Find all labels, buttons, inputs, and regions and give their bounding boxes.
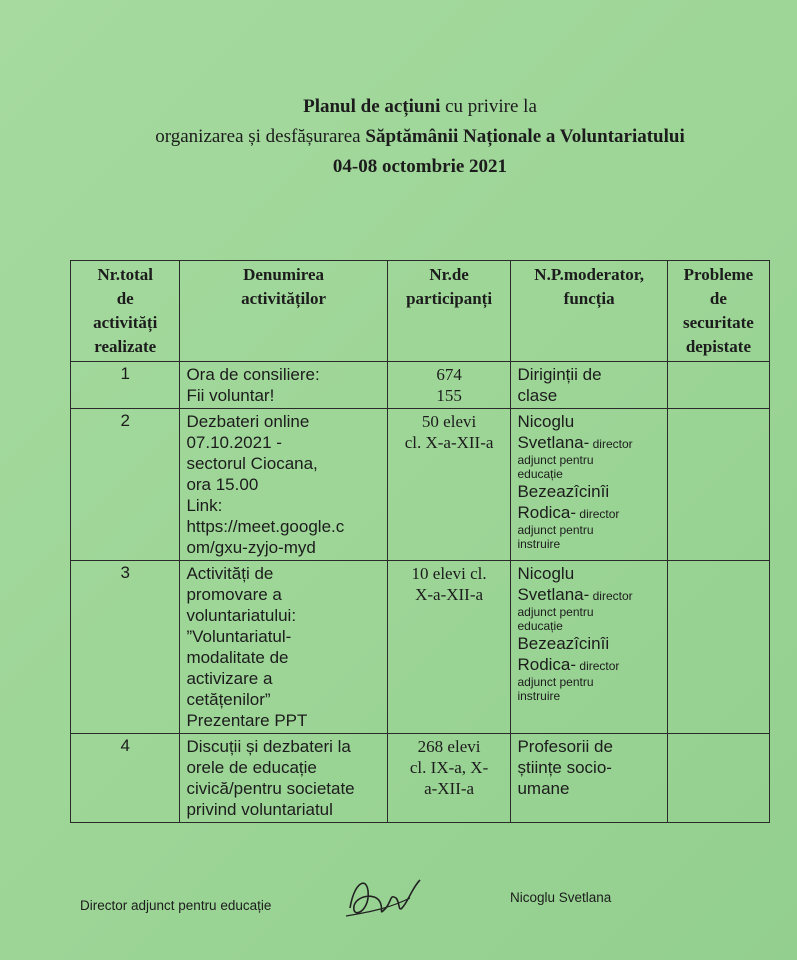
moderator-text: Diriginții de: [517, 365, 602, 384]
moderator-suffix: director: [576, 659, 620, 673]
cell-line: Prezentare PPT: [186, 711, 308, 730]
cell-line: [517, 619, 660, 633]
cell-line: a-XII-a: [424, 779, 475, 798]
cell-nr: [71, 561, 180, 734]
moderator-text: Bezeazîcinîi: [517, 634, 610, 653]
moderator-suffix: director: [589, 589, 633, 603]
moderator-text: adjunct pentru: [517, 605, 594, 619]
cell-activity: [180, 734, 387, 823]
cell-line: 674: [436, 365, 462, 384]
cell-line: ”Voluntariatul-: [186, 627, 292, 646]
cell-moderator: [511, 409, 667, 561]
cell-line: Denumirea: [243, 265, 324, 284]
cell-line: Activități de: [186, 564, 274, 583]
cell-line: [517, 563, 660, 584]
cell-nr: [71, 734, 180, 823]
header-nr: [71, 261, 180, 362]
cell-line: [517, 411, 660, 432]
cell-line: [517, 481, 660, 502]
cell-line: [517, 537, 660, 551]
cell-nr: [71, 409, 180, 561]
moderator-text: instruire: [517, 537, 561, 551]
cell-line: [517, 633, 660, 654]
moderator-text: Nicoglu: [517, 412, 575, 431]
cell-line: depistate: [685, 337, 751, 356]
table-row: [71, 362, 770, 409]
cell-line: [517, 584, 660, 605]
activities-table: [70, 260, 770, 823]
cell-line: X-a-XII-a: [415, 585, 484, 604]
moderator-text: Svetlana-: [517, 585, 590, 604]
cell-line: [517, 523, 660, 537]
cell-line: [517, 502, 660, 523]
cell-moderator: [511, 734, 667, 823]
header-moderator: [511, 261, 667, 362]
title-line1-bold: Planul de acțiuni: [303, 96, 441, 117]
cell-line: [517, 467, 660, 481]
cell-line: [517, 385, 660, 406]
cell-participants: [387, 362, 511, 409]
footer-role: Director adjunct pentru educație: [80, 898, 272, 913]
moderator-text: instruire: [517, 689, 561, 703]
cell-participants: [387, 734, 511, 823]
cell-line: realizate: [94, 337, 157, 356]
cell-line: [517, 364, 660, 385]
cell-line: privind voluntariatul: [186, 800, 333, 819]
cell-line: [517, 654, 660, 675]
cell-security: [667, 409, 769, 561]
cell-line: 3: [120, 563, 130, 582]
table-header-row: [71, 261, 770, 362]
cell-line: [517, 432, 660, 453]
cell-participants: [387, 561, 511, 734]
moderator-text: clase: [517, 386, 558, 405]
cell-line: [517, 605, 660, 619]
cell-line: modalitate de: [186, 648, 289, 667]
cell-line: [517, 675, 660, 689]
cell-line: promovare a: [186, 585, 282, 604]
cell-line: https://meet.google.c: [186, 517, 345, 536]
cell-line: de: [116, 289, 134, 308]
cell-line: 2: [120, 411, 130, 430]
cell-line: cl. IX-a, X-: [409, 758, 489, 777]
cell-line: activităților: [241, 289, 327, 308]
table-row: [71, 734, 770, 823]
cell-line: voluntariatului:: [186, 606, 297, 625]
title-line3: 04-08 octombrie 2021: [332, 156, 508, 177]
cell-line: ora 15.00: [186, 475, 259, 494]
cell-security: [667, 734, 769, 823]
moderator-text: adjunct pentru: [517, 523, 594, 537]
cell-nr: [71, 362, 180, 409]
cell-line: Dezbateri online: [186, 412, 310, 431]
moderator-suffix: director: [576, 507, 620, 521]
cell-line: [517, 736, 660, 757]
cell-line: participanți: [406, 289, 493, 308]
moderator-text: științe socio-: [517, 758, 612, 777]
cell-line: activități: [93, 313, 158, 332]
cell-line: cetățenilor”: [186, 690, 271, 709]
cell-line: 07.10.2021 -: [186, 433, 282, 452]
cell-security: [667, 362, 769, 409]
cell-line: Discuții și dezbateri la: [186, 737, 351, 756]
cell-activity: [180, 561, 387, 734]
moderator-text: Profesorii de: [517, 737, 613, 756]
moderator-text: educație: [517, 467, 563, 481]
cell-moderator: [511, 362, 667, 409]
cell-line: Link:: [186, 496, 223, 515]
cell-line: Probleme: [683, 265, 754, 284]
moderator-suffix: director: [589, 437, 633, 451]
cell-line: Ora de consiliere:: [186, 365, 320, 384]
cell-participants: [387, 409, 511, 561]
cell-moderator: [511, 561, 667, 734]
cell-activity: [180, 409, 387, 561]
cell-line: 4: [120, 736, 130, 755]
moderator-text: educație: [517, 619, 563, 633]
cell-line: sectorul Ciocana,: [186, 454, 318, 473]
cell-line: N.P.moderator,: [534, 265, 644, 284]
cell-line: cl. X-a-XII-a: [404, 433, 494, 452]
table-row: [71, 561, 770, 734]
document-title: [110, 92, 730, 182]
cell-line: Nr.total: [97, 265, 153, 284]
moderator-text: umane: [517, 779, 570, 798]
cell-line: [517, 689, 660, 703]
cell-line: de: [709, 289, 727, 308]
cell-line: om/gxu-zyjo-myd: [186, 538, 316, 557]
header-security: [667, 261, 769, 362]
title-line1-rest: cu privire la: [440, 96, 537, 117]
title-line2-bold: Săptămânii Naționale a Voluntariatului: [365, 126, 685, 147]
header-participants: [387, 261, 511, 362]
cell-line: 50 elevi: [421, 412, 477, 431]
moderator-text: Nicoglu: [517, 564, 575, 583]
moderator-text: Rodica-: [517, 655, 577, 674]
moderator-text: adjunct pentru: [517, 675, 594, 689]
cell-line: orele de educație: [186, 758, 317, 777]
moderator-text: adjunct pentru: [517, 453, 594, 467]
cell-line: activizare a: [186, 669, 273, 688]
moderator-text: Rodica-: [517, 503, 577, 522]
cell-line: [517, 453, 660, 467]
cell-activity: [180, 362, 387, 409]
cell-security: [667, 561, 769, 734]
moderator-text: Bezeazîcinîi: [517, 482, 610, 501]
cell-line: [517, 778, 660, 799]
cell-line: 1: [120, 364, 130, 383]
cell-line: 268 elevi: [417, 737, 481, 756]
footer-name: Nicoglu Svetlana: [510, 890, 612, 905]
table-row: [71, 409, 770, 561]
cell-line: 155: [436, 386, 462, 405]
cell-line: Nr.de: [429, 265, 469, 284]
header-activity: [180, 261, 387, 362]
title-line2-start: organizarea și desfășurarea: [155, 126, 366, 147]
moderator-text: Svetlana-: [517, 433, 590, 452]
cell-line: Fii voluntar!: [186, 386, 275, 405]
cell-line: securitate: [683, 313, 754, 332]
signature: [340, 868, 430, 928]
cell-line: civică/pentru societate: [186, 779, 355, 798]
cell-line: [517, 757, 660, 778]
cell-line: 10 elevi cl.: [411, 564, 487, 583]
cell-line: funcția: [563, 289, 615, 308]
